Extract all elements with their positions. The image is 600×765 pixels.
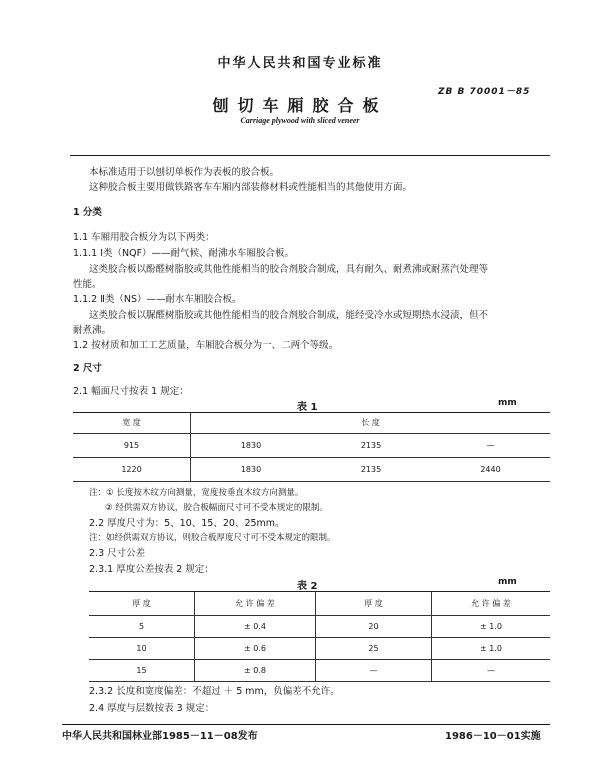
table-cell: — [316,659,432,681]
table-1-unit: mm [498,398,517,408]
table-row [73,433,550,457]
clause-1-1-1-body-cont: 性能。 [73,279,102,290]
clause-2-2-note: 注：如经供需双方协议，则胶合板厚度尺寸可不受本规定的限制。 [89,533,336,543]
table-cell: ± 1.0 [432,637,551,659]
footer-issued: 中华人民共和国林业部1985－11－08发布 [62,731,258,742]
table-2-header-cell: 厚 度 [89,592,195,615]
intro-paragraph-2: 这种胶合板主要用做铁路客车车厢内部装修材料或性能相当的其他使用方面。 [89,182,413,193]
clause-2-3-2: 2.3.2 长度和宽度偏差：不超过 ＋ 5 mm，负偏差不允许。 [89,686,340,697]
table-2-header-cell: 允 许 偏 差 [432,592,551,615]
table-2 [89,592,550,682]
clause-1-1-1: 1.1.1 Ⅰ类（NQF）——耐气候、耐沸水车厢胶合板。 [73,248,295,259]
document-title-english: Carriage plywood with sliced veneer [240,116,360,125]
table-row [89,637,550,659]
clause-1-1-1-body: 这类胶合板以酚醛树脂胶或其他性能相当的胶合剂胶合制成，具有耐久、耐煮沸或耐蒸汽处理等 [89,264,489,275]
table-1-header-width: 宽 度 [73,413,191,433]
standard-code: ZB B 70001－85 [438,87,531,97]
table-1-header-length: 长 度 [191,413,551,433]
table-1-header-row [73,413,550,433]
table-cell: ± 1.0 [432,615,551,637]
table-cell: 2135 [311,433,431,457]
table-cell: 15 [89,659,195,681]
table-cell: 2440 [431,457,550,481]
table-2-header-cell: 厚 度 [316,592,432,615]
standard-category: 中华人民共和国专业标准 [217,56,383,71]
table-cell: 2135 [311,457,431,481]
table-cell: 1830 [191,457,312,481]
table-1 [73,413,550,482]
clause-2-4: 2.4 厚度与层数按表 3 规定： [89,703,215,714]
table-2-header-row [89,592,550,615]
table-cell: 1220 [73,457,191,481]
table-1-note-1: 注：① 长度按木纹方向测量，宽度按垂直木纹方向测量。 [89,488,304,498]
table-cell: ± 0.4 [195,615,316,637]
table-cell: ± 0.8 [195,659,316,681]
table-2-header-cell: 允 许 偏 差 [195,592,316,615]
footer-effective: 1986－10－01实施 [445,731,541,742]
clause-1-1: 1.1 车厢用胶合板分为以下两类： [73,232,215,243]
table-cell: 20 [316,615,432,637]
table-cell: 915 [73,433,191,457]
clause-1-1-2: 1.1.2 Ⅱ类（NS）——耐水车厢胶合板。 [73,294,242,305]
clause-1-1-2-body: 这类胶合板以脲醛树脂胶或其他性能相当的胶合剂胶合制成，能经受冷水或短期热水浸渍，但不 [89,310,489,321]
table-2-caption: 表 2 [297,581,318,592]
table-cell: — [431,433,550,457]
table-2-unit: mm [498,577,517,587]
document-title: 刨切车厢胶合板 [212,96,388,115]
clause-2-2: 2.2 厚度尺寸为：5、10、15、20、25mm。 [89,518,285,529]
table-1-caption: 表 1 [297,402,318,413]
table-row [89,659,550,681]
footer-divider [62,724,550,725]
table-row [73,457,550,481]
section-2-heading: 2 尺寸 [73,363,102,374]
section-1-heading: 1 分类 [73,207,102,218]
clause-1-2: 1.2 按材质和加工工艺质量，车厢胶合板分为一、二两个等级。 [73,340,339,351]
table-cell: ± 0.6 [195,637,316,659]
clause-2-3-1: 2.3.1 厚度公差按表 2 规定： [89,564,214,575]
table-cell: 10 [89,637,195,659]
table-cell: 5 [89,615,195,637]
table-cell: 1830 [191,433,312,457]
table-row [89,615,550,637]
clause-1-1-2-body-cont: 耐煮沸。 [73,325,112,336]
header-divider [70,155,550,156]
clause-2-3: 2.3 尺寸公差 [89,548,146,559]
table-1-note-2: ② 经供需双方协议，胶合板幅面尺寸可不受本规定的限制。 [105,503,328,513]
clause-2-1: 2.1 幅面尺寸按表 1 规定： [73,386,189,397]
intro-paragraph-1: 本标准适用于以刨切单板作为表板的胶合板。 [89,167,280,178]
table-cell: — [432,659,551,681]
table-cell: 25 [316,637,432,659]
